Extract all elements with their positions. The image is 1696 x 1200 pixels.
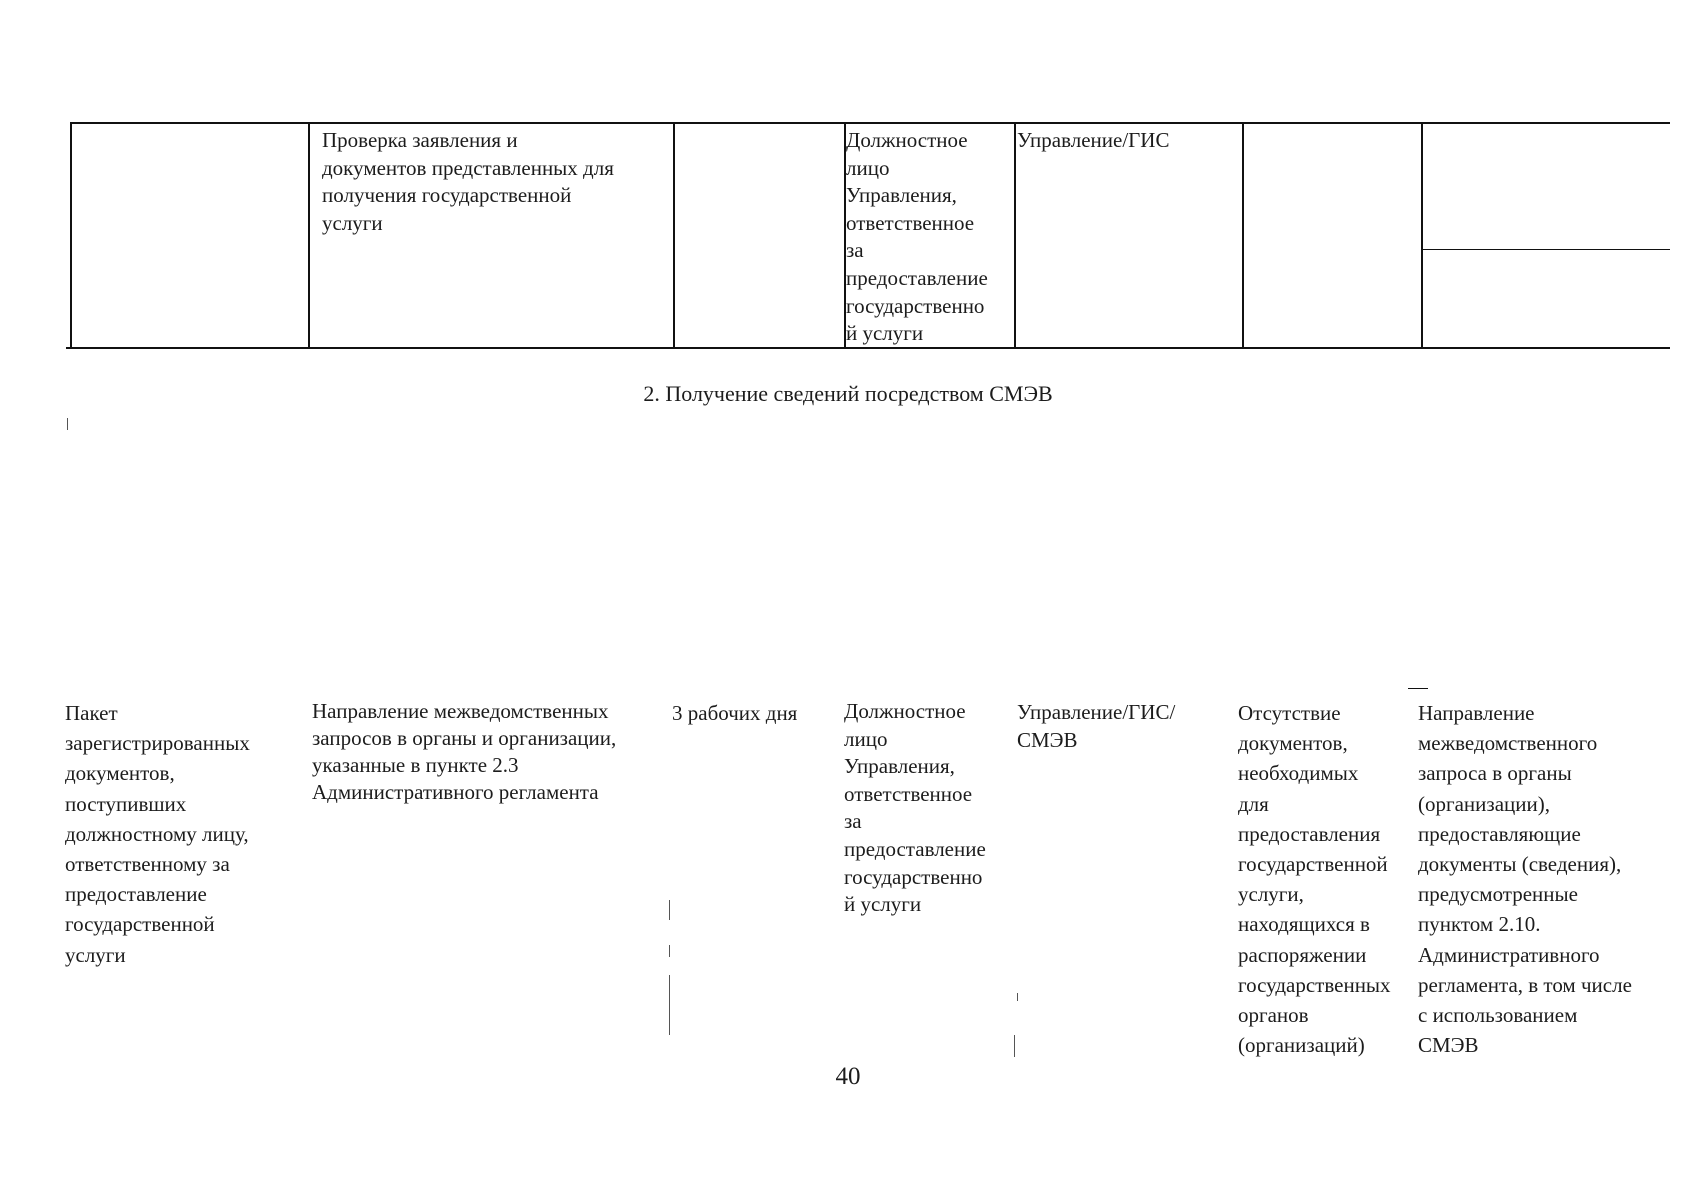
top-cell-col5: Управление/ГИС [1017, 128, 1170, 152]
scan-mark [67, 418, 68, 430]
top-cell-col2: Проверка заявления и документов представленных для получения государственной услуги [322, 128, 614, 235]
top-table-divider [70, 122, 72, 348]
bottom-cell-col4: Должностное лицо Управления, ответственное за предоставление государственно й услуги [844, 699, 986, 917]
top-table-divider [308, 122, 310, 348]
bottom-cell-col3: 3 рабочих дня [672, 701, 798, 725]
top-table-inner-rule [1421, 249, 1670, 250]
page-number: 40 [835, 1063, 861, 1090]
bottom-cell-col7: Направление межведомственного запроса в органы (организации), предоставляющие документы (сведения), предусмотренные пунктом 2.10. Административного регламента, в том числе с использованием СМЭВ [1418, 701, 1632, 1058]
section-heading: 2. Получение сведений посредством СМЭВ [643, 381, 1053, 406]
top-table-divider [1014, 122, 1016, 348]
bottom-cell-col6: Отсутствие документов, необходимых для предоставления государственной услуги, находящихся в распоряжении государственных органов (организаций) [1238, 701, 1391, 1058]
top-table-top-border [70, 122, 1670, 124]
top-table-divider [1421, 122, 1423, 348]
scan-mark [669, 945, 670, 957]
bottom-cell-col5: Управление/ГИС/ СМЭВ [1017, 700, 1176, 752]
top-table-divider [1242, 122, 1244, 348]
scan-mark [1014, 1035, 1015, 1057]
scan-mark [669, 975, 670, 1035]
scan-mark [1017, 993, 1018, 1001]
top-cell-col4: Должностное лицо Управления, ответственное за предоставление государственно й услуги [846, 128, 988, 346]
scan-mark [1408, 688, 1428, 689]
top-table-divider [673, 122, 675, 348]
bottom-cell-col2: Направление межведомственных запросов в органы и организации, указанные в пункте 2.3 Административного регламента [312, 699, 617, 804]
scan-mark [669, 900, 670, 920]
bottom-cell-col1: Пакет зарегистрированных документов, поступивших должностному лицу, ответственному за предоставление государственной услуги [65, 701, 250, 967]
